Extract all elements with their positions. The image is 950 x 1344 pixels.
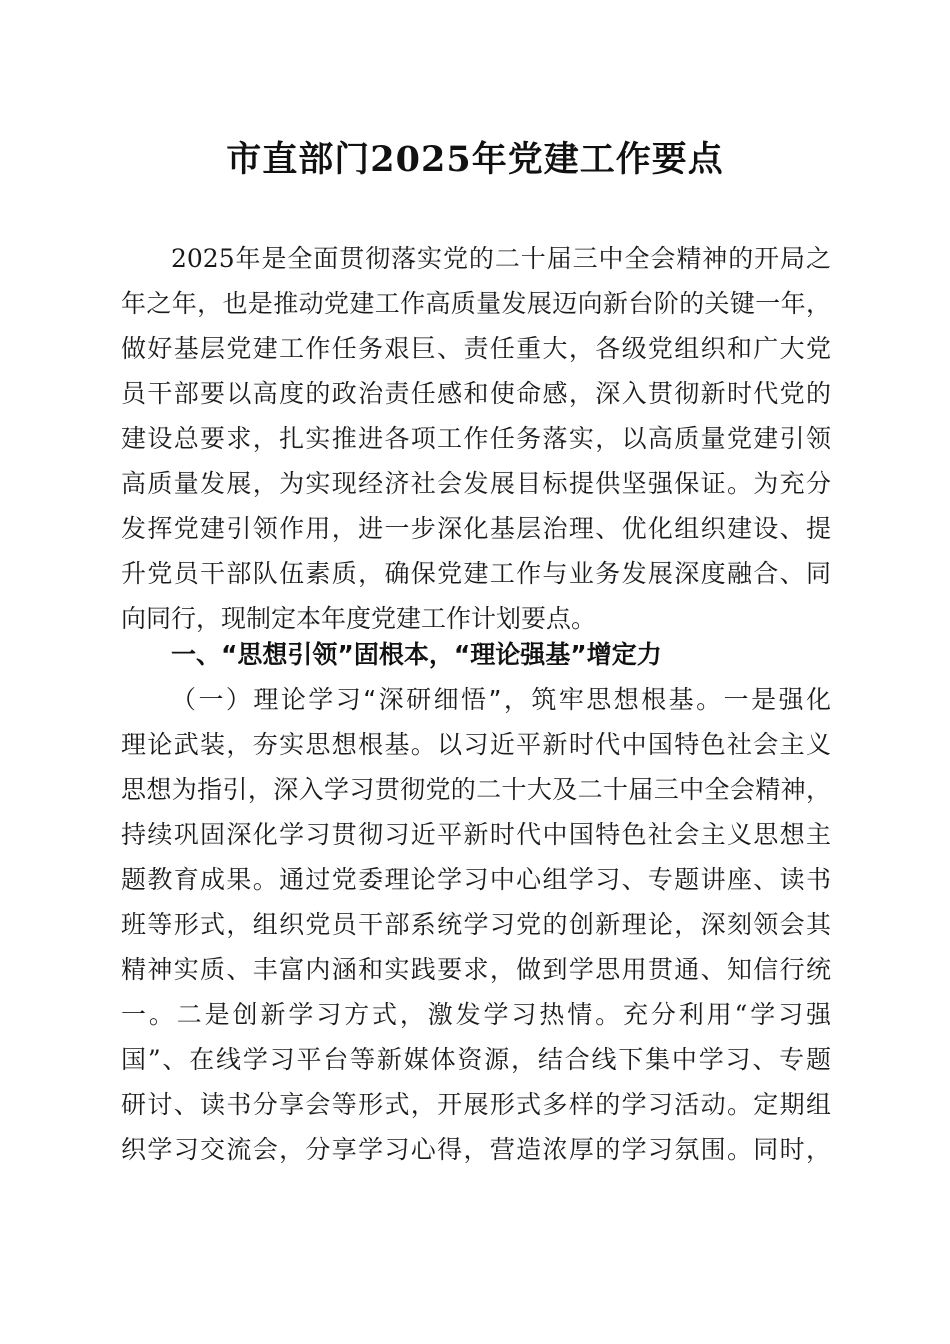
intro-line: 年之年，也是推动党建工作高质量发展迈向新台阶的关键一年， bbox=[121, 289, 831, 318]
subsection-first-line-text: 一是强化 bbox=[723, 685, 831, 714]
body-line: 题教育成果。通过党委理论学习中心组学习、专题讲座、读书 bbox=[121, 865, 831, 894]
body-line: 持续巩固深化学习贯彻习近平新时代中国特色社会主义思想主 bbox=[121, 820, 831, 849]
intro-line: 2025年是全面贯彻落实党的二十届三中全会精神的开局之 bbox=[171, 244, 831, 273]
subsection-first-line bbox=[171, 680, 831, 720]
body-line: 理论武装，夯实思想根基。以习近平新时代中国特色社会主义 bbox=[121, 730, 831, 759]
intro-line: 高质量发展，为实现经济社会发展目标提供坚强保证。为充分 bbox=[121, 469, 831, 498]
intro-line: 员干部要以高度的政治责任感和使命感，深入贯彻新时代党的 bbox=[121, 379, 831, 408]
body-line: 一。二是创新学习方式，激发学习热情。充分利用“学习强 bbox=[121, 1000, 831, 1029]
document-title: 市直部门2025年党建工作要点 bbox=[226, 139, 724, 180]
body-line: 国”、在线学习平台等新媒体资源，结合线下集中学习、专题 bbox=[121, 1045, 831, 1074]
subsection-heading: （一）理论学习“深研细悟”，筑牢思想根基。 bbox=[171, 685, 724, 714]
intro-line: 做好基层党建工作任务艰巨、责任重大，各级党组织和广大党 bbox=[121, 334, 831, 363]
body-line: 思想为指引，深入学习贯彻党的二十大及二十届三中全会精神， bbox=[121, 775, 831, 804]
body-line: 织学习交流会，分享学习心得，营造浓厚的学习氛围。同时， bbox=[121, 1135, 831, 1164]
intro-line: 建设总要求，扎实推进各项工作任务落实，以高质量党建引领 bbox=[121, 424, 831, 453]
section-heading: 一、“思想引领”固根本，“理论强基”增定力 bbox=[171, 640, 662, 669]
intro-line: 向同行，现制定本年度党建工作计划要点。 bbox=[121, 604, 597, 633]
intro-line: 发挥党建引领作用，进一步深化基层治理、优化组织建设、提 bbox=[121, 514, 831, 543]
intro-line: 升党员干部队伍素质，确保党建工作与业务发展深度融合、同 bbox=[121, 559, 831, 588]
body-line: 班等形式，组织党员干部系统学习党的创新理论，深刻领会其 bbox=[121, 910, 831, 939]
body-line: 研讨、读书分享会等形式，开展形式多样的学习活动。定期组 bbox=[121, 1090, 831, 1119]
body-line: 精神实质、丰富内涵和实践要求，做到学思用贯通、知信行统 bbox=[121, 955, 831, 984]
